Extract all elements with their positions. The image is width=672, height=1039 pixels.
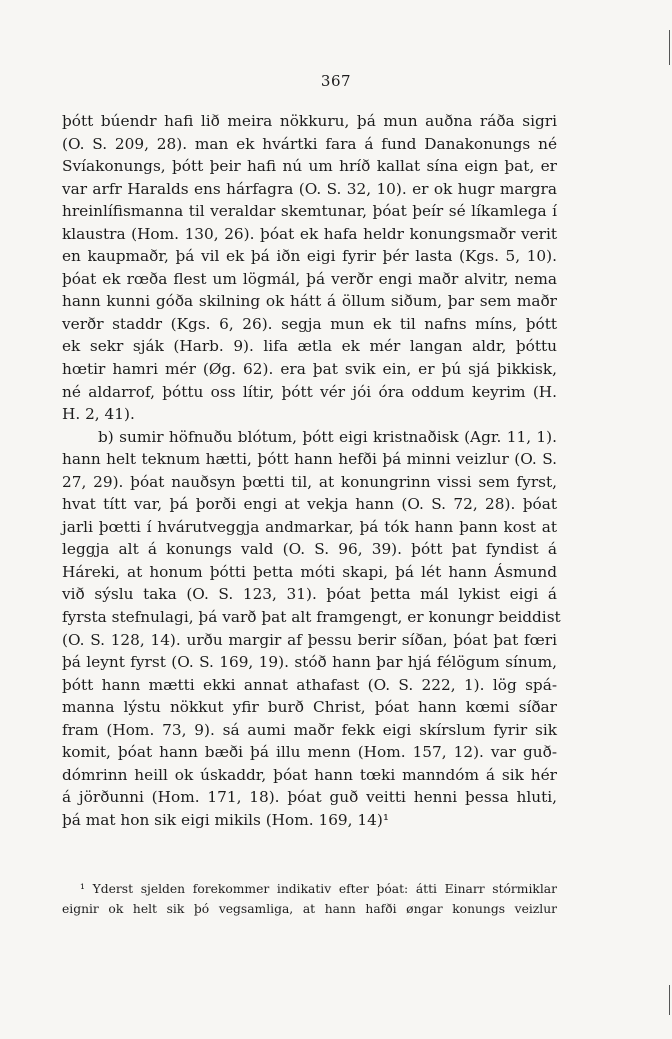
text-line: dómrinn heill ok úskaddr, þóat hann tœki manndóm á sik hér	[62, 765, 557, 784]
text-line: hreinlífismanna til veraldar skemtunar, þóat þeír sé líkamlega í	[62, 202, 557, 221]
footnote	[62, 880, 557, 919]
text-line: b) sumir höfnuðu blótum, þótt eigi kristnaðisk (Agr. 11, 1).	[98, 427, 557, 446]
text-line: H. 2, 41).	[62, 405, 135, 424]
text-line: en kaupmaðr, þá vil ek þá iðn eigi fyrir þér lasta (Kgs. 5, 10).	[62, 247, 557, 266]
text-line: þótt hann mætti ekki annat athafast (O. S. 222, 1). lög spá-	[62, 675, 557, 694]
text-line: jarli þœtti í hvárutveggja andmarkar, þá tók hann þann kost at	[62, 517, 557, 536]
text-line: var arfr Haralds ens hárfagra (O. S. 32, 10). er ok hugr margra	[62, 179, 557, 198]
text-line: Svíakonungs, þótt þeir hafi nú um hríð kallat sína eign þat, er	[62, 157, 557, 176]
footnote-line: ¹ Yderst sjelden forekommer indikativ efter þóat: átti Einarr stórmiklar	[80, 882, 557, 896]
text-line: þá mat hon sik eigi mikils (Hom. 169, 14)¹	[62, 810, 389, 829]
text-line: þá leynt fyrst (O. S. 169, 19). stóð hann þar hjá félögum sínum,	[62, 653, 557, 672]
text-line: fyrsta stefnulagi, þá varð þat alt framgengt, er konungr beiddist	[62, 608, 561, 627]
text-line: við sýslu taka (O. S. 123, 31). þóat þetta mál lykist eigi á	[62, 585, 557, 604]
text-line: á jörðunni (Hom. 171, 18). þóat guð veitti henni þessa hluti,	[62, 788, 557, 807]
text-line: Háreki, at honum þótti þetta móti skapi, þá lét hann Ásmund	[62, 562, 557, 581]
text-line: leggja alt á konungs vald (O. S. 96, 39). þótt þat fyndist á	[62, 540, 557, 559]
scan-edge-mark	[669, 985, 670, 1015]
text-line: (O. S. 209, 28). man ek hvártki fara á fund Danakonungs né	[62, 134, 557, 153]
text-line: ek sekr sják (Harb. 9). lifa ætla ek mér langan aldr, þóttu	[62, 337, 557, 356]
text-line: hann helt teknum hætti, þótt hann hefði þá minni veizlur (O. S.	[62, 450, 557, 469]
text-line: 27, 29). þóat nauðsyn þœtti til, at konungrinn vissi sem fyrst,	[62, 472, 557, 491]
text-line: klaustra (Hom. 130, 26). þóat ek hafa heldr konungsmaðr verit	[62, 224, 557, 243]
text-line: (O. S. 128, 14). urðu margir af þessu berir síðan, þóat þat fœri	[62, 630, 557, 649]
page-number: 367	[320, 72, 352, 90]
text-line: manna lýstu nökkut yfir burð Christ, þóat hann kœmi síðar	[62, 698, 557, 717]
scan-edge-mark	[669, 30, 670, 65]
text-line: þóat ek rœða flest um lögmál, þá verðr engi maðr alvitr, nema	[62, 269, 557, 288]
text-line: verðr staddr (Kgs. 6, 26). segja mun ek til nafns míns, þótt	[62, 314, 557, 333]
text-line: þótt búendr hafi lið meira nökkuru, þá mun auðna ráða sigri	[62, 112, 557, 130]
text-line: né aldarrof, þóttu oss lítir, þótt vér jói óra oddum keyrim (H.	[62, 382, 557, 401]
text-line: komit, þóat hann bæði þá illu menn (Hom. 157, 12). var guð-	[62, 743, 557, 762]
footnote-line: eignir ok helt sik þó vegsamliga, at hann hafði øngar konungs veizlur	[62, 901, 557, 916]
text-line: hœtir hamri mér (Øg. 62). era þat svik ein, er þú sjá þikkisk,	[62, 360, 557, 379]
text-line: hvat títt var, þá þorði engi at vekja hann (O. S. 72, 28). þóat	[62, 495, 557, 514]
text-line: hann kunni góða skilning ok hátt á öllum siðum, þar sem maðr	[62, 292, 557, 311]
text-line: fram (Hom. 73, 9). sá aumi maðr fekk eigi skírslum fyrir sik	[62, 720, 557, 739]
main-text	[62, 110, 561, 832]
